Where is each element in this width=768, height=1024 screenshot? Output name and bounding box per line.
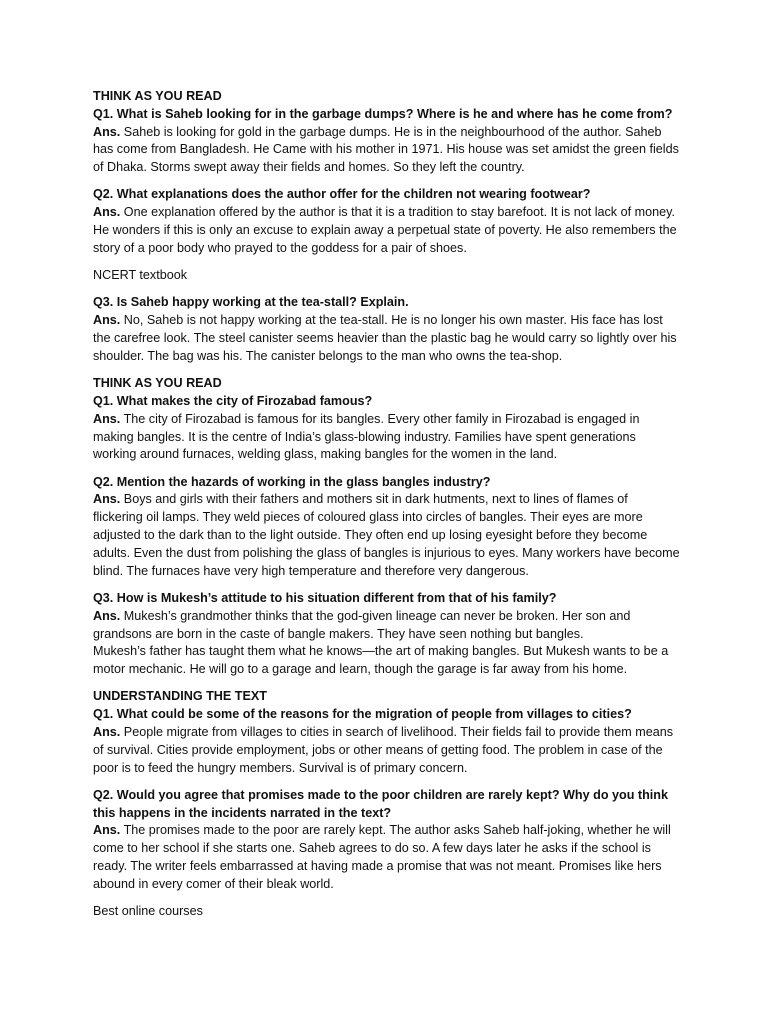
answer — [93, 822, 680, 893]
answer-label: Ans. — [93, 823, 121, 838]
answer — [93, 724, 680, 777]
question: Q3. Is Saheb happy working at the tea-stall? Explain. — [93, 295, 409, 310]
qa-block — [93, 375, 680, 464]
qa-block — [93, 474, 680, 581]
question: Q3. How is Mukesh’s attitude to his situation different from that of his family? — [93, 590, 557, 605]
answer-label: Ans. — [93, 492, 121, 507]
answer — [93, 312, 680, 365]
question: Q2. What explanations does the author offer for the children not wearing footwear? — [93, 187, 591, 202]
answer-label: Ans. — [93, 608, 121, 623]
qa-block — [93, 186, 680, 257]
answer-continued: Mukesh’s father has taught them what he knows—the art of making bangles. But Mukesh wants to be a motor mechanic. He will go to a garage and learn, though the garage is far away from his home. — [93, 644, 669, 677]
answer — [93, 411, 680, 464]
answer — [93, 608, 680, 644]
qa-block — [93, 787, 680, 894]
qa-block — [93, 88, 680, 177]
answer-text: No, Saheb is not happy working at the tea-stall. He is no longer his own master. His face has lost the carefree look. The steel canister seems heavier than the plastic bag he would carry so lightly over his shoulder. The bag was his. The canister belongs to the man who owns the tea-shop. — [93, 313, 677, 363]
answer — [93, 491, 680, 580]
question: Q1. What could be some of the reasons for the migration of people from villages to cities? — [93, 707, 632, 722]
section-heading: THINK AS YOU READ — [93, 376, 222, 391]
answer-label: Ans. — [93, 411, 121, 426]
question: Q2. Would you agree that promises made to the poor children are rarely kept? Why do you think this happens in the incidents narrated in the text? — [93, 787, 668, 820]
answer-text: Mukesh’s grandmother thinks that the god-given lineage can never be broken. Her son and grandsons are born in the caste of bangle makers. They have seen nothing but bangles. — [93, 608, 631, 641]
answer-text: Saheb is looking for gold in the garbage dumps. He is in the neighbourhood of the author. Saheb has come from Bangladesh. He Came with his mother in 1971. His house was set amidst the green fields of Dhaka. Storms swept away their fields and homes. So they left the country. — [93, 124, 679, 175]
answer — [93, 204, 680, 257]
answer-text: One explanation offered by the author is that it is a tradition to stay barefoot. It is not lack of money. He wonders if this is only an excuse to explain away a perpetual state of poverty. He also remembers the story of a poor body who prayed to the goddess for a pair of shoes. — [93, 205, 677, 255]
answer-label: Ans. — [93, 725, 121, 739]
answer-text: People migrate from villages to cities in search of livelihood. Their fields fail to provide them means of survival. Cities provide employment, jobs or other means of getting food. The problem in case of the poor is to feed the hungry members. Survival is of primary concern. — [93, 725, 674, 775]
answer-text: The promises made to the poor are rarely kept. The author asks Saheb half-joking, whether he will come to her school if she starts one. Saheb agrees to do so. A few days later he asks if the school is ready. The writer feels embarrassed at having made a promise that was not meant. Promises like hers abound in every comer of their bleak world. — [93, 823, 671, 891]
qa-block — [93, 688, 680, 777]
answer-label: Ans. — [93, 313, 121, 328]
answer-label: Ans. — [93, 124, 121, 139]
answer — [93, 124, 680, 177]
section-heading: UNDERSTANDING THE TEXT — [93, 689, 267, 704]
answer-text: The city of Firozabad is famous for its bangles. Every other family in Firozabad is engaged in making bangles. It is the centre of India’s glass-blowing industry. Families have spent generations working around furnaces, welding glass, making bangles for the women in the land. — [93, 411, 640, 462]
best-online-courses-link[interactable]: Best online courses — [93, 904, 203, 919]
qa-block — [93, 590, 680, 679]
answer-text: Boys and girls with their fathers and mothers sit in dark hutments, next to lines of flames of flickering oil lamps. They weld pieces of coloured glass into circles of bangles. Their eyes are more adjusted to the dark than to the light outside. They often end up losing eyesight before they become adults. Even the dust from polishing the glass of bangles is injurious to eyes. Many workers have become blind. The furnaces have very high temperature and therefore very dangerous. — [93, 492, 680, 578]
question: Q1. What makes the city of Firozabad famous? — [93, 393, 373, 408]
section-heading: THINK AS YOU READ — [93, 89, 222, 103]
answer-label: Ans. — [93, 205, 121, 220]
ncert-textbook-link[interactable]: NCERT textbook — [93, 268, 188, 283]
question: Q2. Mention the hazards of working in the glass bangles industry? — [93, 474, 491, 489]
qa-block — [93, 294, 680, 365]
question: Q1. What is Saheb looking for in the garbage dumps? Where is he and where has he come from? — [93, 106, 673, 121]
